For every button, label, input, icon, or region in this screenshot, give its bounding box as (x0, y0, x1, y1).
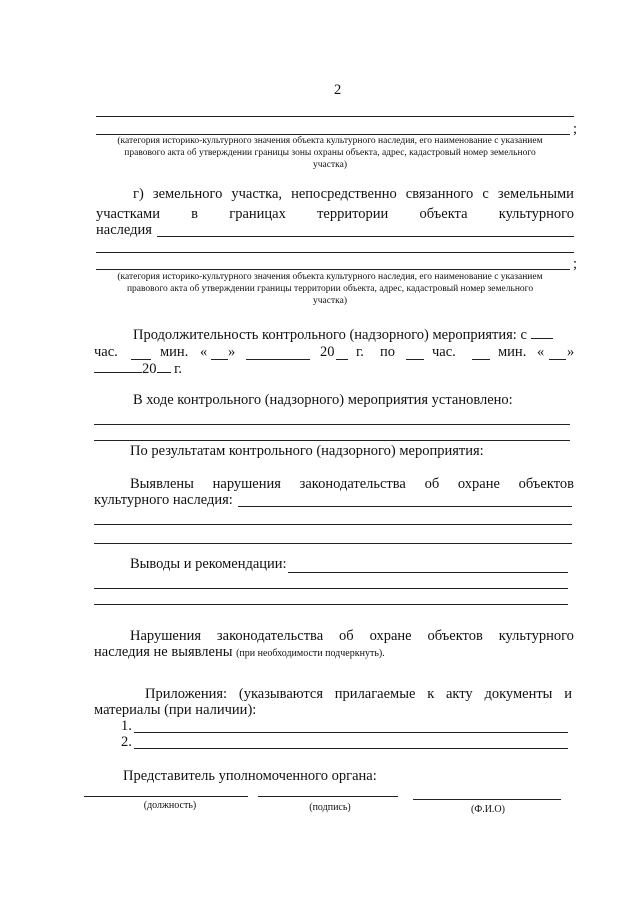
fill-line (94, 543, 572, 544)
violations-not-found-line2: наследия не выявлены (при необходимости подчеркнуть). (94, 644, 385, 660)
attachments-line2: материалы (при наличии): (94, 702, 257, 718)
land-plot-heading-line: г) земельного участка, непосредственно связанного с земельными (133, 186, 574, 202)
fill-line (96, 116, 574, 117)
fill-line (288, 572, 568, 573)
caption-line: правового акта об утверждении границы территории объекта, адрес, кадастровый номер земельного (126, 284, 534, 294)
attachments-line1: Приложения: (указываются прилагаемые к акту документы и (145, 686, 572, 702)
violations-not-found-line1: Нарушения законодательства об охране объектов культурного (130, 628, 574, 644)
fill-line (94, 524, 572, 525)
land-plot-line3: наследия (96, 222, 152, 238)
duration-line3: 20 г. (94, 360, 182, 378)
representative-heading: Представитель уполномоченного органа: (123, 768, 377, 784)
violations-found-line1: Выявлены нарушения законодательства об охране объектов (130, 476, 574, 492)
fill-line (94, 604, 568, 605)
fill-line (96, 269, 570, 270)
semicolon: ; (573, 256, 578, 272)
fill-line (134, 732, 568, 733)
signature-caption: (подпись) (309, 802, 351, 813)
attachment-item-number: 2. (121, 734, 132, 750)
page-number: 2 (334, 82, 342, 98)
fill-line (134, 748, 568, 749)
conclusions-heading: Выводы и рекомендации: (130, 556, 287, 572)
caption-line: участка) (313, 160, 347, 170)
violations-found-line2: культурного наследия: (94, 492, 233, 508)
caption-line: правового акта об утверждении границы зоны охраны объекта, адрес, кадастровый номер земельного (124, 148, 536, 158)
name-caption: (Ф.И.О) (470, 804, 505, 815)
name-line (413, 799, 561, 800)
semicolon: ; (573, 121, 578, 137)
position-line (84, 796, 248, 797)
caption-line: (категория историко-культурного значения объекта культурного наследия, его наименование с указанием (117, 272, 543, 282)
land-plot-line2: участками в границах территории объекта культурного (96, 206, 574, 222)
fill-line (157, 236, 574, 237)
fill-line (94, 424, 570, 425)
attachment-item-number: 1. (121, 718, 132, 734)
results-heading: По результатам контрольного (надзорного) мероприятия: (130, 443, 484, 459)
fill-line (238, 506, 572, 507)
caption-line: (категория историко-культурного значения объекта культурного наследия, его наименование с указанием (117, 136, 543, 146)
caption-line: участка) (313, 296, 347, 306)
duration-line1: Продолжительность контрольного (надзорного) мероприятия: с (133, 326, 553, 344)
established-heading: В ходе контрольного (надзорного) мероприятия установлено: (133, 392, 513, 408)
fill-line (96, 252, 574, 253)
position-caption: (должность) (143, 800, 197, 811)
fill-line (94, 440, 570, 441)
fill-line (94, 588, 568, 589)
signature-line (258, 796, 398, 797)
